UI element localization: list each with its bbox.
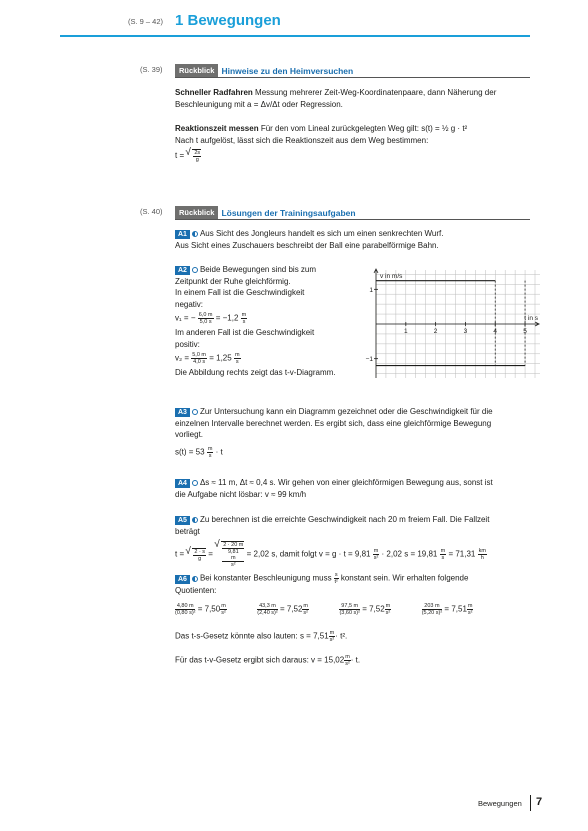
- num: 43,3 m: [259, 603, 276, 609]
- den: h: [480, 555, 484, 561]
- eq-part: = 71,31: [448, 549, 476, 559]
- section-rule: [175, 219, 530, 220]
- task-text: · t².: [335, 631, 348, 641]
- unit-fraction: [207, 446, 214, 459]
- page-number: 7: [536, 796, 543, 808]
- eq-part: s(t) = 53: [175, 447, 205, 457]
- sqrt: [192, 149, 201, 163]
- task-tag: A5: [175, 516, 190, 525]
- den: s: [441, 555, 445, 561]
- result: = 7,52: [362, 604, 385, 614]
- den-value: 9,81: [227, 549, 239, 555]
- difficulty-icon: [192, 517, 198, 523]
- task-text: Beide Bewegungen sind bis zum: [199, 265, 317, 274]
- fraction: [222, 542, 244, 568]
- hint-text: Messung mehrerer Zeit-Weg-Koordinatenpaare, dann Näherung der: [252, 88, 497, 97]
- law-tv: [175, 654, 540, 667]
- eq-part: =: [208, 549, 213, 559]
- task-tag: A1: [175, 230, 190, 239]
- task-text: negativ:: [175, 299, 204, 309]
- fraction: [191, 352, 207, 365]
- sqrt: [192, 548, 206, 562]
- x-tick-label: 4: [493, 328, 498, 335]
- section-page-ref: (S. 40): [140, 207, 163, 216]
- x-axis-label: t in s: [524, 315, 538, 322]
- unit-fraction: [385, 603, 392, 616]
- task-text: Das t-s-Gesetz könnte also lauten: s = 7,51: [175, 631, 329, 641]
- unit-fraction: [302, 603, 309, 616]
- formula-t: [175, 149, 201, 163]
- task-a2: [175, 264, 365, 379]
- task-text: · t.: [350, 655, 361, 665]
- x-tick-label: 3: [463, 328, 468, 335]
- task-text: Zur Untersuchung kann ein Diagramm gezeichnet oder die Geschwindigkeit für die: [199, 407, 493, 416]
- eq-part: · t: [215, 447, 223, 457]
- num: m: [467, 603, 473, 609]
- y-tick-label: −1: [365, 356, 373, 364]
- task-a6: [175, 572, 540, 597]
- task-tag: A6: [175, 575, 190, 584]
- num: m: [207, 445, 213, 452]
- num: m: [345, 654, 350, 660]
- sqrt: [221, 541, 244, 568]
- hint-text: Für den vom Lineal zurückgelegten Weg gilt: s(t) = ½ g · t²: [258, 124, 468, 133]
- hint-text: Beschleunigung mit a = Δv/Δt oder Regression.: [175, 99, 343, 109]
- task-text: Δs ≈ 11 m, Δt ≈ 0,4 s. Wir gehen von einer gleichförmigen Bewegung aus, sonst ist: [199, 478, 493, 487]
- num: 4,80 m: [176, 603, 194, 609]
- den: g: [198, 555, 202, 562]
- den: s²: [303, 610, 309, 616]
- eq-part: v₁ = −: [175, 313, 196, 323]
- y-tick-label: 1: [369, 286, 373, 294]
- eq-part: = 1,25: [209, 353, 232, 363]
- footer-title: Bewegungen: [478, 799, 522, 808]
- unit-fraction: [440, 548, 447, 561]
- section-rule: [175, 77, 530, 78]
- unit-fraction: [241, 312, 248, 325]
- num: 6,0 m: [198, 312, 213, 318]
- num: m: [385, 603, 391, 609]
- footer-divider: [530, 795, 531, 811]
- den: s²: [385, 610, 391, 616]
- fraction: [193, 549, 206, 562]
- den: g: [195, 157, 199, 163]
- header-page-ref: (S. 9 – 42): [128, 17, 164, 26]
- task-a1: [175, 228, 535, 251]
- den: s: [208, 452, 212, 459]
- task-text: konstant sein. Wir erhalten folgende: [340, 573, 469, 583]
- den: s²: [373, 555, 379, 561]
- task-text: Zeitpunkt der Ruhe gleichförmig.: [175, 276, 291, 286]
- equation-s: [175, 446, 223, 459]
- fraction: [339, 603, 359, 616]
- den: s: [235, 359, 239, 365]
- fraction: [175, 603, 195, 616]
- task-text: einzelnen Intervalle berechnet werden. Es ergibt sich, dass eine gleichförmige Bewegung: [175, 418, 492, 428]
- task-text: positiv:: [175, 339, 200, 349]
- section-page-ref: (S. 39): [140, 65, 163, 74]
- fraction: [193, 150, 201, 163]
- task-tag: A3: [175, 408, 190, 417]
- difficulty-icon: [192, 576, 198, 582]
- task-tag: A2: [175, 266, 190, 275]
- x-tick-label: 2: [433, 328, 438, 335]
- section-title: Lösungen der Trainingsaufgaben: [221, 207, 356, 218]
- difficulty-icon: [192, 231, 198, 237]
- hint-reaktionszeit: [175, 123, 535, 163]
- tv-diagram: [362, 268, 540, 380]
- rueckblick-badge: Rückblick: [175, 206, 218, 220]
- fraction: [334, 572, 339, 585]
- num: m: [303, 603, 309, 609]
- fraction: [257, 603, 277, 616]
- num: √ 2 · 20 m: [223, 542, 244, 548]
- formula-lhs: t =: [175, 151, 185, 161]
- task-a4: [175, 477, 540, 500]
- eq-part: = 2,02 s, damit folgt v = g · t = 9,81: [246, 549, 371, 559]
- hint-radfahren: [175, 87, 535, 110]
- task-text: Für das t-v-Gesetz ergibt sich daraus: v = 15,02: [175, 655, 345, 665]
- unit-fraction: [344, 654, 351, 667]
- fraction: [198, 312, 214, 325]
- den: t²: [334, 579, 338, 585]
- den: (3,60 s)²: [339, 610, 360, 616]
- hint-head: Reaktionszeit messen: [175, 124, 259, 133]
- num: m: [440, 548, 446, 554]
- result: = 7,51: [444, 604, 467, 614]
- den: s²: [345, 661, 350, 667]
- equation-v1: [175, 312, 247, 325]
- result: = 7,52: [279, 604, 303, 614]
- unit-fraction: [234, 352, 241, 365]
- task-text: Aus Sicht eines Zuschauers beschreibt der Ball eine parabelförmige Bahn.: [175, 240, 439, 250]
- den: 4,0 s: [193, 359, 206, 365]
- unit-fraction: [467, 603, 474, 616]
- x-tick-label: 5: [523, 328, 527, 335]
- den: s: [242, 319, 246, 325]
- den: (2,40 s)²: [257, 610, 278, 616]
- num: s: [334, 572, 338, 578]
- den: s²: [221, 610, 226, 616]
- eq-part: · 2,02 s = 19,81: [381, 549, 438, 559]
- fraction: [422, 603, 442, 616]
- quotient-row: [175, 603, 540, 616]
- num: m: [241, 312, 247, 318]
- rueckblick-badge: Rückblick: [175, 64, 218, 78]
- unit-fraction: [222, 555, 244, 568]
- den: s²: [231, 562, 236, 568]
- equation-fallzeit: [175, 541, 487, 568]
- eq-part: v₂ =: [175, 353, 189, 363]
- unit-fraction: [220, 603, 227, 616]
- num: m: [234, 352, 240, 358]
- num: √ 2 · s: [194, 548, 206, 555]
- hint-text: Nach t aufgelöst, lässt sich die Reaktionszeit aus dem Weg bestimmen:: [175, 135, 429, 145]
- task-a5: [175, 514, 540, 568]
- num: 97,5 m: [341, 603, 359, 609]
- num: m: [329, 630, 335, 636]
- num: m: [221, 603, 226, 609]
- quotient: [339, 603, 419, 616]
- task-text: In einem Fall ist die Geschwindigkeit: [175, 288, 305, 297]
- difficulty-icon: [192, 267, 198, 273]
- eq-part: = −1,2: [215, 313, 239, 323]
- task-a3: [175, 406, 540, 459]
- x-tick-label: 1: [403, 328, 408, 335]
- eq-part: t =: [175, 549, 185, 559]
- section-title: Hinweise zu den Heimversuchen: [221, 65, 354, 76]
- num: m: [373, 548, 379, 554]
- task-text: Aus Sicht des Jongleurs handelt es sich um einen senkrechten Wurf.: [199, 229, 444, 238]
- task-text: die Aufgabe nicht lösbar: v ≈ 99 km/h: [175, 489, 307, 499]
- num: 203 m: [422, 603, 442, 610]
- den: s²: [467, 610, 473, 616]
- num: km: [478, 548, 486, 554]
- task-text: Quotienten:: [175, 586, 217, 595]
- hint-head: Schneller Radfahren: [175, 88, 253, 97]
- difficulty-icon: [192, 480, 198, 486]
- task-text: vorliegt.: [175, 430, 204, 439]
- quotient: [257, 603, 337, 616]
- chapter-title: 1 Bewegungen: [175, 12, 281, 29]
- quotient: [175, 603, 255, 616]
- den: s²: [329, 637, 335, 643]
- law-ts: [175, 630, 540, 643]
- task-text: beträgt: [175, 526, 200, 536]
- den: (5,20 s)²: [421, 610, 443, 616]
- task-text: Die Abbildung rechts zeigt das t-v-Diagramm.: [175, 368, 336, 377]
- difficulty-icon: [192, 409, 198, 415]
- unit-fraction: [373, 548, 380, 561]
- header-rule: [60, 35, 530, 37]
- equation-v2: [175, 352, 241, 365]
- task-text: Zu berechnen ist die erreichte Geschwindigkeit nach 20 m freiem Fall. Die Fallzeit: [199, 515, 490, 524]
- num: √ 2s: [194, 150, 201, 156]
- den: 5,0 s: [199, 319, 212, 325]
- num: m: [222, 555, 244, 562]
- result: = 7,50: [197, 604, 221, 614]
- y-axis-label: v in m/s: [380, 273, 403, 280]
- unit-fraction: [478, 548, 487, 561]
- num: 5,0 m: [192, 352, 206, 358]
- task-text: Bei konstanter Beschleunigung muss: [199, 573, 332, 583]
- task-tag: A4: [175, 479, 190, 488]
- task-text: Im anderen Fall ist die Geschwindigkeit: [175, 328, 315, 337]
- den: (0,80 s)²: [175, 610, 196, 616]
- den: [222, 549, 244, 568]
- quotient: [422, 603, 502, 616]
